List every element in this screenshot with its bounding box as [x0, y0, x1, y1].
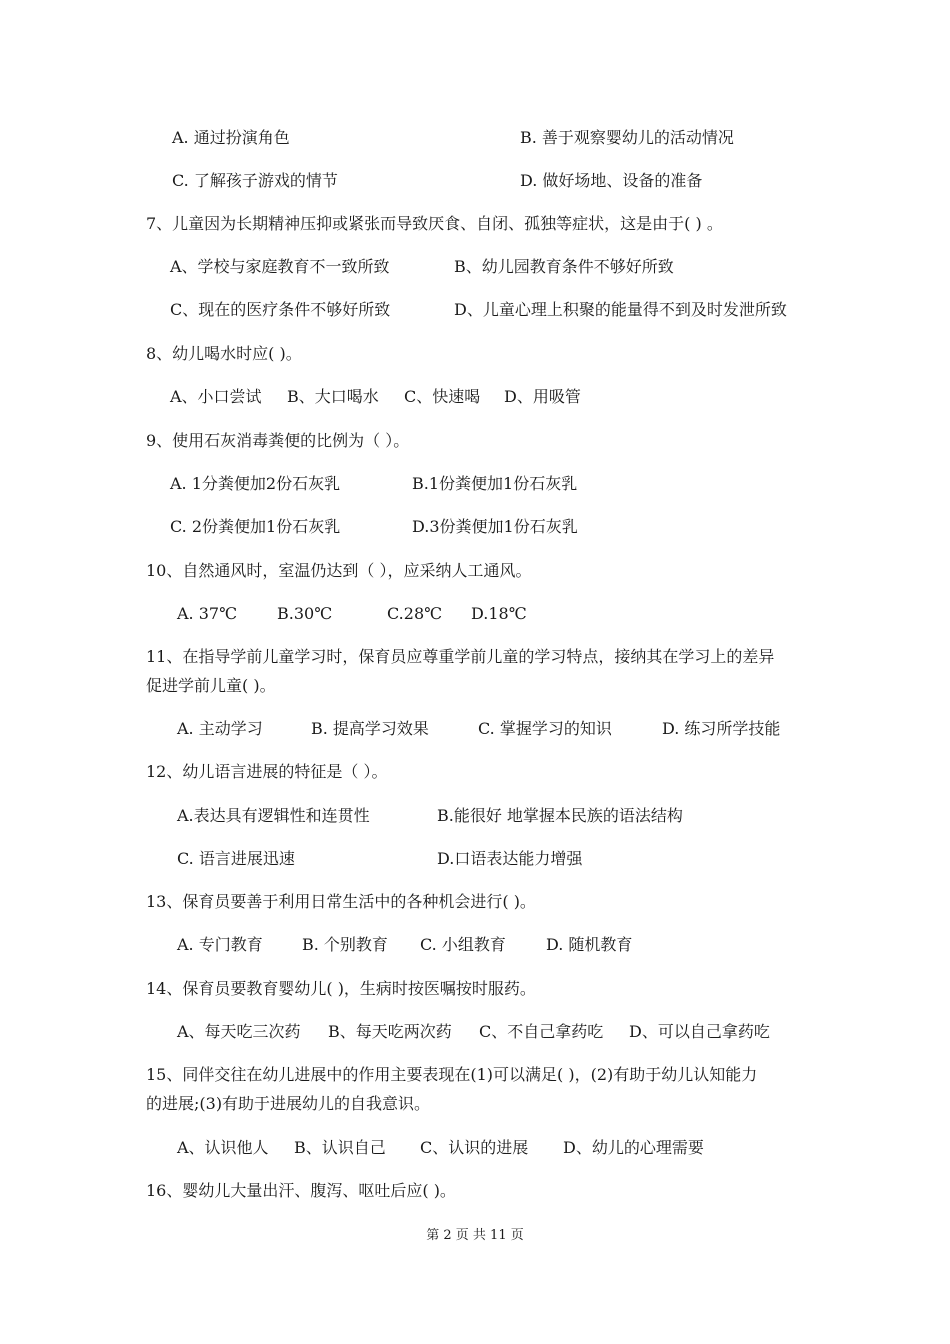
q8-stem: 8、幼儿喝水时应( )。 — [146, 344, 302, 363]
q10-option-c: C.28℃ — [387, 604, 443, 623]
q9-option-b: B.1份粪便加1份石灰乳 — [412, 474, 578, 493]
q15-option-a: A、认识他人 — [177, 1138, 269, 1157]
q12-option-d: D.口语表达能力增强 — [437, 849, 583, 868]
q7-stem: 7、儿童因为长期精神压抑或紧张而导致厌食、自闭、孤独等症状，这是由于( ) 。 — [146, 214, 723, 233]
q12-stem: 12、幼儿语言进展的特征是（ ）。 — [146, 762, 388, 781]
q12-option-c: C. 语言进展迅速 — [177, 849, 295, 868]
q7-option-d: D、儿童心理上积聚的能量得不到及时发泄所致 — [454, 300, 787, 319]
q15-stem-line1: 15、同伴交往在幼儿进展中的作用主要表现在(1)可以满足( )，(2)有助于幼儿认知能力 — [146, 1065, 758, 1084]
q11-option-a: A. 主动学习 — [177, 719, 263, 738]
page-footer: 第 2 页 共 11 页 — [426, 1228, 524, 1243]
q13-option-d: D. 随机教育 — [546, 935, 633, 954]
q10-option-a: A. 37℃ — [177, 604, 237, 623]
q13-stem: 13、保育员要善于利用日常生活中的各种机会进行( )。 — [146, 892, 536, 911]
q7-option-a: A、学校与家庭教育不一致所致 — [170, 257, 390, 276]
q12-option-b: B.能很好 地掌握本民族的语法结构 — [437, 806, 683, 825]
q9-option-d: D.3份粪便加1份石灰乳 — [412, 517, 578, 536]
q8-option-c: C、快速喝 — [404, 387, 481, 406]
q11-option-c: C. 掌握学习的知识 — [478, 719, 612, 738]
q11-option-b: B. 提高学习效果 — [311, 719, 429, 738]
q15-option-d: D、幼儿的心理需要 — [563, 1138, 704, 1157]
q16-stem: 16、婴幼儿大量出汗、腹泻、呕吐后应( )。 — [146, 1181, 456, 1200]
q7-option-b: B、幼儿园教育条件不够好所致 — [454, 257, 674, 276]
q9-option-c: C. 2份粪便加1份石灰乳 — [170, 517, 341, 536]
q9-option-a: A. 1分粪便加2份石灰乳 — [170, 474, 341, 493]
q6-option-d: D. 做好场地、设备的准备 — [520, 171, 703, 190]
q6-option-b: B. 善于观察婴幼儿的活动情况 — [520, 128, 734, 147]
q13-option-a: A. 专门教育 — [177, 935, 263, 954]
q6-option-c: C. 了解孩子游戏的情节 — [172, 171, 338, 190]
q11-option-d: D. 练习所学技能 — [662, 719, 781, 738]
q13-option-c: C. 小组教育 — [420, 935, 506, 954]
q7-option-c: C、现在的医疗条件不够好所致 — [170, 300, 391, 319]
q15-option-c: C、认识的进展 — [420, 1138, 529, 1157]
q12-option-a: A.表达具有逻辑性和连贯性 — [177, 806, 370, 825]
q11-stem-line2: 促进学前儿童( )。 — [146, 676, 276, 695]
q6-option-a: A. 通过扮演角色 — [172, 128, 290, 147]
q14-option-b: B、每天吃两次药 — [328, 1022, 452, 1041]
q8-option-b: B、大口喝水 — [287, 387, 379, 406]
q14-option-c: C、不自己拿药吃 — [479, 1022, 604, 1041]
q14-stem: 14、保育员要教育婴幼儿( )，生病时按医嘱按时服药。 — [146, 979, 536, 998]
q13-option-b: B. 个别教育 — [302, 935, 388, 954]
q10-option-b: B.30℃ — [277, 604, 333, 623]
q14-option-d: D、可以自己拿药吃 — [629, 1022, 770, 1041]
q15-option-b: B、认识自己 — [294, 1138, 386, 1157]
q10-option-d: D.18℃ — [471, 604, 527, 623]
q8-option-a: A、小口尝试 — [170, 387, 262, 406]
q9-stem: 9、使用石灰消毒粪便的比例为（ ）。 — [146, 431, 410, 450]
q15-stem-line2: 的进展;(3)有助于进展幼儿的自我意识。 — [146, 1094, 431, 1113]
q14-option-a: A、每天吃三次药 — [177, 1022, 301, 1041]
q8-option-d: D、用吸管 — [504, 387, 581, 406]
q11-stem-line1: 11、在指导学前儿童学习时，保育员应尊重学前儿童的学习特点，接纳其在学习上的差异 — [146, 647, 775, 666]
q10-stem: 10、自然通风时，室温仍达到（ ），应采纳人工通风。 — [146, 561, 532, 580]
